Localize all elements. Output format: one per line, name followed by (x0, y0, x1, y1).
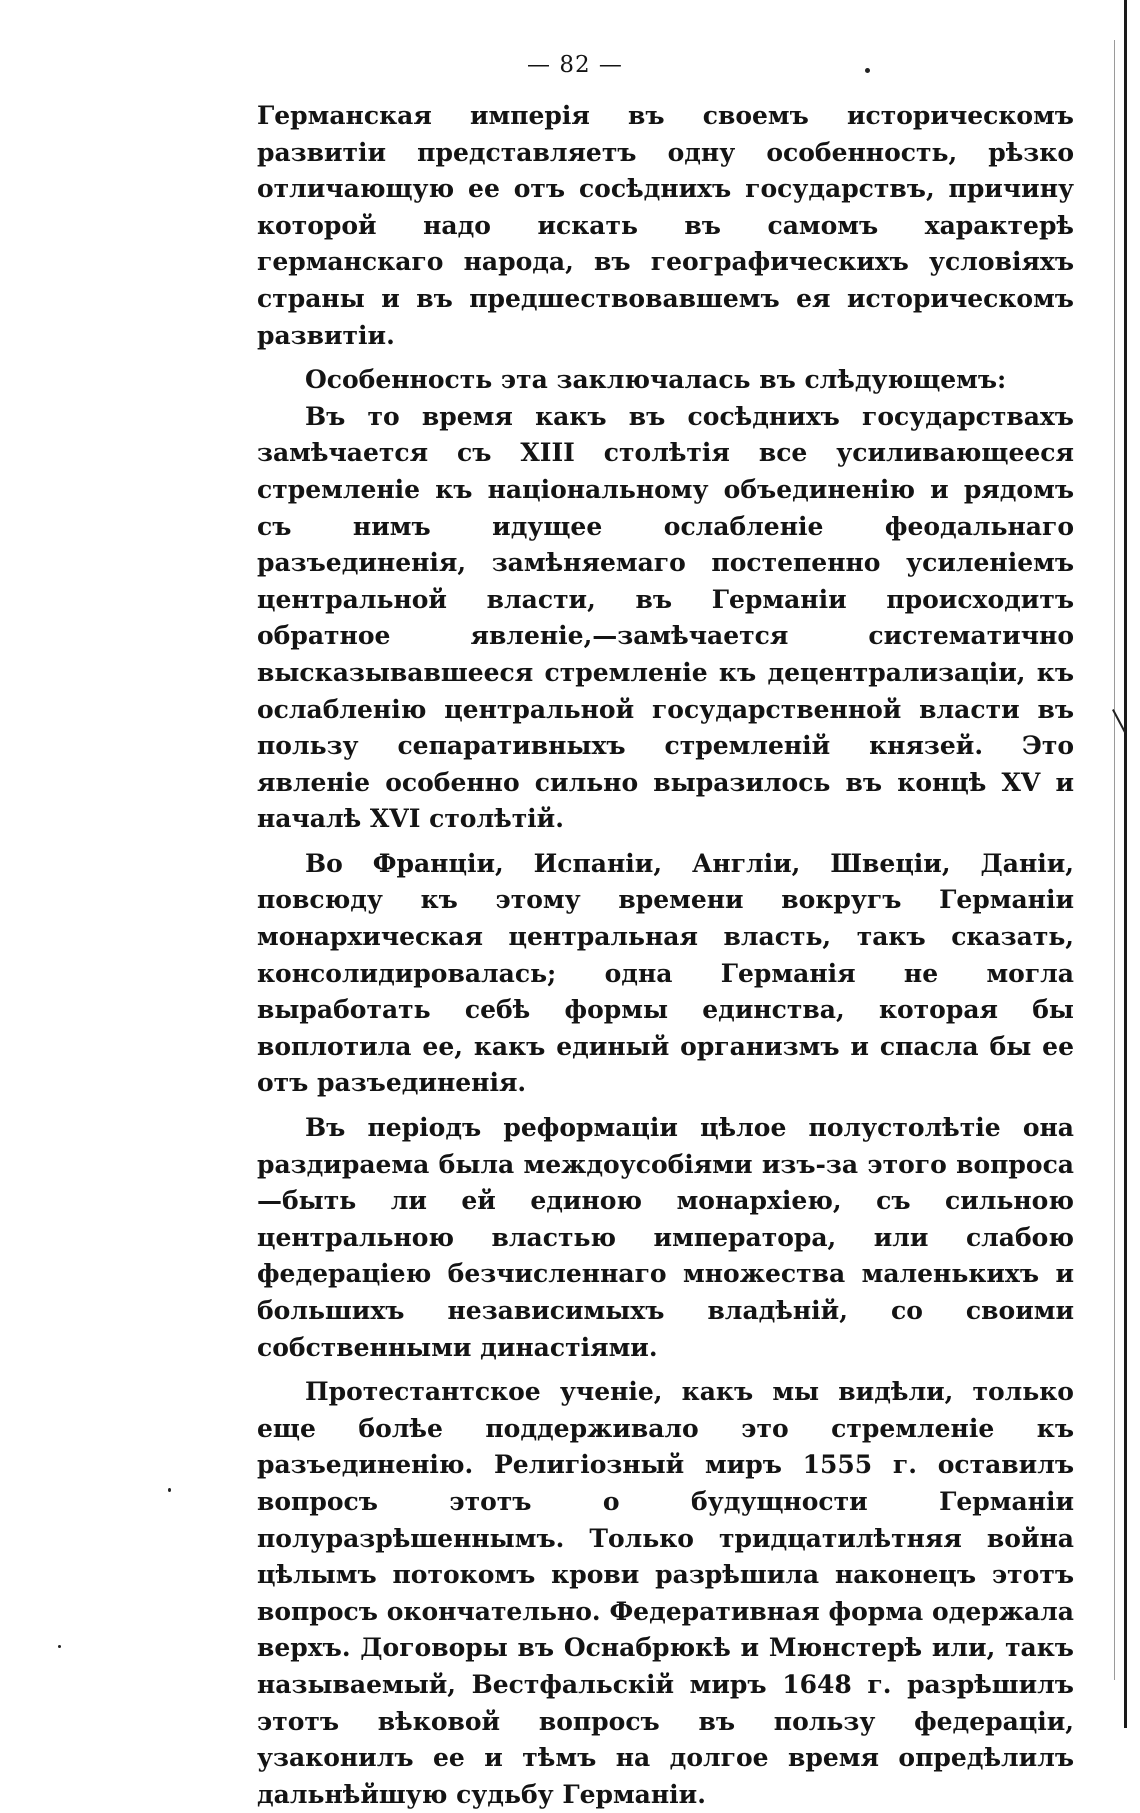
page-binding-edge (1124, 0, 1127, 1728)
paragraph-1: Германская имперія въ своемъ историческомъ развитіи представляетъ одну особенность, рѣзко отличающую ее отъ сосѣднихъ государствъ, причину которой надо искать въ самомъ характерѣ германскаго народа, въ географическихъ условіяхъ страны и въ предшествовавшемъ ея историческомъ развитіи. (257, 101, 1074, 350)
paragraph-3: Въ то время какъ въ сосѣднихъ государствахъ замѣчается съ XIII столѣтія все усиливающееся стремленіе къ національному объединенію и рядомъ съ нимъ идущее ослабленіе феодальнаго разъединенія, замѣняемаго постепенно усиленіемъ центральной власти, въ Германіи происходитъ обратное явленіе,—замѣчается систематично высказывавшееся стремленіе къ децентрализаціи, къ ослабленію центральной государственной власти въ пользу сепаративныхъ стремленій князей. Это явленіе особенно сильно выразилось въ концѣ XV и началѣ XVI столѣтій. (257, 401, 1074, 834)
paragraph-2: Особенность эта заключалась въ слѣдующемъ: (305, 365, 1007, 395)
ink-speck (865, 68, 870, 73)
paragraph-6: Протестантское ученіе, какъ мы видѣли, только еще болѣе поддерживало это стремленіе къ разъединенію. Религіозный миръ 1555 г. оставилъ вопросъ этотъ о будущности Германіи полуразрѣшеннымъ. Только тридцатилѣтняя война цѣлымъ потокомъ крови разрѣшила наконецъ этотъ вопросъ окончательно. Федеративная форма одержала верхъ. Договоры въ Оснабрюкѣ и Мюнстерѣ или, такъ называемый, Вестфальскій миръ 1648 г. разрѣшилъ этотъ вѣковой вопросъ въ пользу федераціи, узаконилъ ее и тѣмъ на долгое время опредѣлилъ дальнѣйшую судьбу Германіи. (257, 1377, 1074, 1809)
page-edge-shadow (1114, 40, 1115, 1680)
ink-speck (168, 1488, 171, 1492)
paragraph-5: Въ періодъ реформаціи цѣлое полустолѣтіе она раздираема была междоусобіями изъ-за этого вопроса—быть ли ей единою монархіею, съ сильною центральною властью императора, или слабою федераціею безчисленнаго множества маленькихъ и большихъ независимыхъ владѣній, со своими собственными династіями. (257, 1113, 1074, 1362)
ink-speck (58, 1645, 61, 1648)
body-text (257, 98, 1074, 1813)
paragraph-4: Во Франціи, Испаніи, Англіи, Швеціи, Даніи, повсюду къ этому времени вокругъ Германіи монархическая центральная власть, такъ сказать, консолидировалась; одна Германія не могла выработать себѣ формы единства, которая бы воплотила ее, какъ единый организмъ и спасла бы ее отъ разъединенія. (257, 848, 1074, 1098)
page-number: — 82 — (527, 52, 623, 78)
